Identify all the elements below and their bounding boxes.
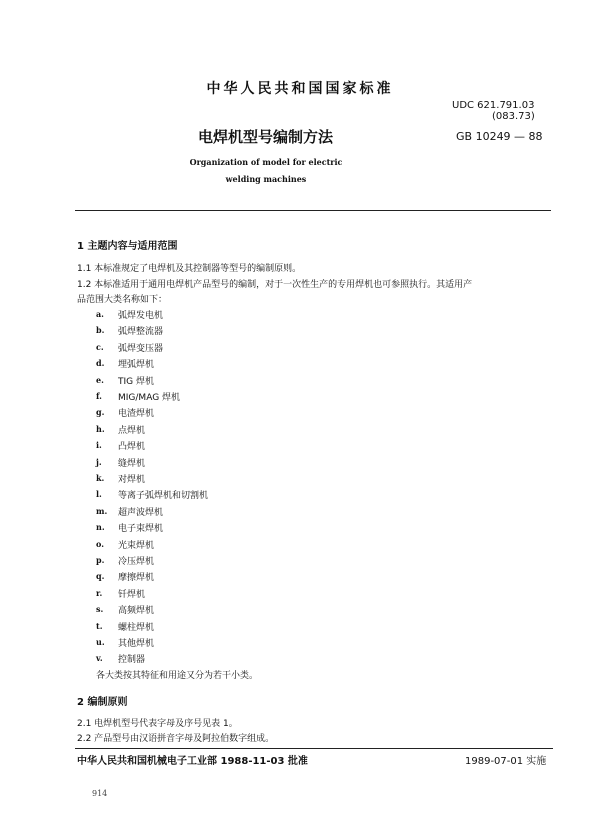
list-item: 凸焊机 bbox=[118, 442, 146, 453]
list-item-letter: g. bbox=[96, 407, 105, 418]
list-item: 埋弧焊机 bbox=[118, 360, 155, 371]
udc-code: UDC 621.791.03 bbox=[452, 100, 535, 111]
approval-statement: 中华人民共和国机械电子工业部 1988-11-03 批准 bbox=[77, 756, 308, 767]
list-item: 控制器 bbox=[118, 655, 146, 666]
paragraph-2-2: 2.2 产品型号由汉语拼音字母及阿拉伯数字组成。 bbox=[77, 734, 275, 744]
list-item-letter: k. bbox=[96, 473, 105, 483]
list-item-letter: t. bbox=[96, 620, 103, 631]
list-item: 摩擦焊机 bbox=[118, 573, 155, 584]
list-item: TIG 焊机 bbox=[118, 376, 154, 387]
paragraph-1-2-line1: 1.2 本标准适用于通用电焊机产品型号的编制，对于一次性生产的专用焊机也可参照执行。其适用产 bbox=[77, 280, 473, 290]
list-item-letter: l. bbox=[96, 489, 102, 500]
list-item: 弧焊整流器 bbox=[118, 327, 164, 338]
page-number: 914 bbox=[92, 789, 108, 798]
paragraph-closing: 各大类按其特征和用途又分为若干小类。 bbox=[96, 671, 259, 681]
list-item: 对焊机 bbox=[118, 475, 146, 485]
list-item-letter: a. bbox=[96, 309, 104, 319]
list-item-letter: q. bbox=[96, 571, 105, 582]
list-item: 电渣焊机 bbox=[118, 409, 155, 420]
list-item-letter: n. bbox=[96, 522, 105, 533]
list-item-letter: h. bbox=[96, 423, 105, 434]
list-item-letter: o. bbox=[96, 538, 104, 549]
header-divider bbox=[75, 210, 551, 211]
list-item: 高频焊机 bbox=[118, 606, 155, 617]
list-item: 其他焊机 bbox=[118, 639, 155, 649]
list-item-letter: m. bbox=[96, 505, 108, 516]
list-item: 弧焊发电机 bbox=[118, 311, 164, 321]
list-item-letter: c. bbox=[96, 341, 104, 352]
list-item: 冷压焊机 bbox=[118, 557, 155, 567]
list-item: 螺柱焊机 bbox=[118, 622, 155, 633]
list-item-letter: d. bbox=[96, 358, 105, 369]
list-item: MIG/MAG 焊机 bbox=[118, 393, 181, 403]
paragraph-1-2-line2: 品范围大类名称如下： bbox=[77, 295, 168, 305]
list-item: 钎焊机 bbox=[118, 589, 146, 600]
standard-name: 中华人民共和国国家标准 bbox=[206, 81, 394, 97]
list-item-letter: b. bbox=[96, 325, 105, 336]
list-item-letter: u. bbox=[96, 637, 105, 647]
list-item-letter: s. bbox=[96, 604, 104, 615]
list-item-letter: i. bbox=[96, 440, 102, 451]
list-item-letter: r. bbox=[96, 587, 103, 598]
list-item: 电子束焊机 bbox=[118, 524, 164, 535]
list-item-letter: p. bbox=[96, 555, 105, 565]
gb-number: GB 10249 — 88 bbox=[456, 130, 543, 143]
list-item: 等离子弧焊机和切割机 bbox=[118, 491, 209, 502]
document-title-en-line2: welding machines bbox=[225, 174, 307, 184]
paragraph-2-1: 2.1 电焊机型号代表字母及序号见表 1。 bbox=[77, 719, 238, 729]
list-item: 弧焊变压器 bbox=[118, 343, 164, 354]
list-item-letter: v. bbox=[96, 653, 103, 664]
document-title-en-line1: Organization of model for electric bbox=[189, 157, 343, 167]
footer-divider bbox=[75, 748, 553, 749]
section-2-heading: 2 编制原则 bbox=[77, 697, 128, 708]
list-item-letter: e. bbox=[96, 374, 104, 385]
effective-date: 1989-07-01 实施 bbox=[465, 756, 547, 767]
list-item-letter: j. bbox=[96, 456, 102, 467]
list-item: 缝焊机 bbox=[118, 458, 146, 469]
list-item: 点焊机 bbox=[118, 425, 146, 436]
udc-code-sub: (083.73) bbox=[492, 111, 535, 122]
section-1-heading: 1 主题内容与适用范围 bbox=[77, 241, 178, 252]
document-title-cn: 电焊机型号编制方法 bbox=[198, 128, 334, 146]
list-item: 光束焊机 bbox=[118, 540, 155, 551]
paragraph-1-1: 1.1 本标准规定了电焊机及其控制器等型号的编制原则。 bbox=[77, 264, 302, 274]
list-item: 超声波焊机 bbox=[118, 507, 164, 518]
list-item-letter: f. bbox=[96, 391, 102, 401]
